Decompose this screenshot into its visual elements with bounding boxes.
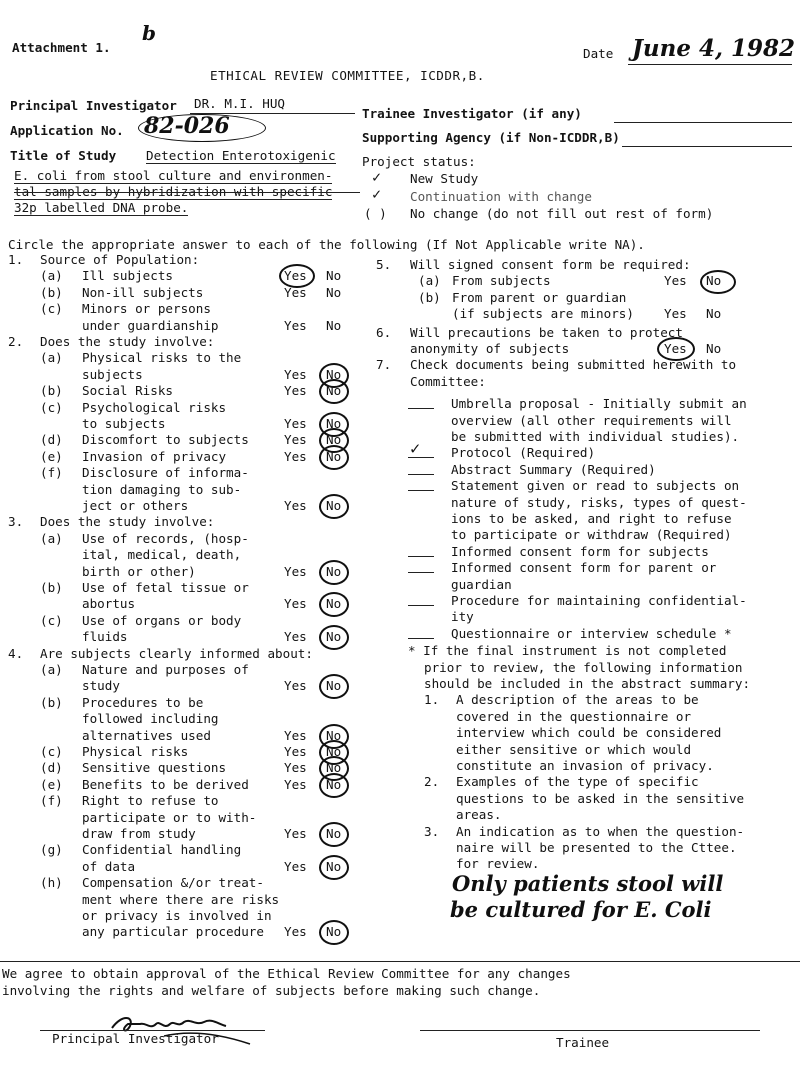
answer-no-circle	[319, 855, 349, 880]
handwritten-note-line-2: be cultured for E. Coli	[450, 897, 712, 922]
footnote-item-number: 3.	[424, 823, 440, 839]
q6-answer-yes: Yes	[664, 341, 687, 356]
answer-yes: Yes	[284, 432, 307, 448]
q6-text: anonymity of subjects	[410, 341, 570, 356]
sub-label: (f)	[40, 465, 63, 481]
answer-yes: Yes	[284, 776, 307, 792]
answer-yes: Yes	[284, 317, 307, 333]
sub-label: (b)	[40, 284, 63, 300]
doc-text: guardian	[451, 576, 512, 592]
answer-no: No	[326, 284, 342, 300]
sub-label: (b)	[40, 383, 63, 399]
doc-text: Informed consent form for subjects	[451, 543, 709, 559]
question-heading: Source of Population:	[40, 252, 200, 267]
sub-text: tion damaging to sub-	[82, 481, 242, 497]
sub-text: alternatives used	[82, 727, 211, 743]
footnote-item-text: naire will be presented to the Cttee.	[456, 840, 737, 855]
doc-text: ity	[451, 609, 474, 625]
application-value: 82-026	[144, 113, 230, 139]
sub-text: Compensation &/or treat-	[82, 875, 264, 891]
footnote-item-text: for review.	[456, 856, 540, 872]
footnote-item-text: covered in the questionnaire or	[456, 708, 692, 724]
title-line-2: E. coli from stool culture and environmen-	[14, 168, 333, 183]
sub-text: Procedures to be	[82, 694, 204, 710]
answer-no-circle	[319, 592, 349, 617]
title-label: Title of Study	[10, 148, 117, 163]
answer-no-circle	[319, 625, 349, 650]
status-no-change: No change (do not fill out rest of form)	[410, 206, 714, 221]
answer-no: No	[326, 498, 342, 513]
status-new-study: New Study	[410, 171, 479, 186]
answer-no: No	[326, 448, 342, 464]
footnote-item-text: areas.	[456, 807, 502, 823]
attachment-label: Attachment 1.	[12, 40, 111, 55]
q5-sub-text: From subjects	[452, 273, 551, 289]
sub-text: Non-ill subjects	[82, 284, 204, 300]
answer-no: No	[326, 629, 342, 645]
answer-yes: Yes	[284, 563, 307, 579]
date-value: June 4, 1982	[632, 35, 795, 62]
sub-label: (c)	[40, 399, 63, 415]
answer-no-circle	[319, 494, 349, 519]
doc-checkbox-line	[408, 605, 434, 606]
pi-value: DR. M.I. HUQ	[194, 96, 285, 111]
sub-text: Discomfort to subjects	[82, 432, 249, 448]
sub-label: (c)	[40, 744, 63, 759]
answer-yes: Yes	[284, 727, 307, 743]
agreement-line-2: involving the rights and welfare of subjects before making such change.	[2, 983, 541, 998]
question-number: 4.	[8, 645, 24, 661]
sub-text: Physical risks	[82, 744, 189, 759]
answer-no-circle	[319, 560, 349, 585]
sub-text: Physical risks to the	[82, 350, 242, 366]
answer-no: No	[326, 416, 342, 431]
answer-no-circle	[319, 920, 349, 945]
sub-text: Psychological risks	[82, 399, 227, 415]
sub-label: (e)	[40, 776, 63, 792]
agency-label: Supporting Agency (if Non-ICDDR,B)	[362, 130, 620, 145]
sub-label: (d)	[40, 760, 63, 776]
sub-text: Use of fetal tissue or	[82, 580, 249, 595]
answer-no: No	[326, 596, 342, 612]
sub-text: participate or to with-	[82, 809, 257, 825]
q5-text: Will signed consent form be required:	[410, 257, 691, 272]
answer-no-circle	[319, 379, 349, 404]
sub-text: birth or other)	[82, 563, 196, 579]
answer-no-circle	[319, 445, 349, 470]
sub-text: ject or others	[82, 498, 189, 513]
sub-text: any particular procedure	[82, 924, 264, 940]
question-number: 1.	[8, 252, 24, 267]
answer-no: No	[326, 858, 342, 874]
sub-text: or privacy is involved in	[82, 908, 272, 923]
doc-checkbox-line	[408, 474, 434, 475]
attachment-mark: b	[142, 21, 156, 45]
title-line-1: Detection Enterotoxigenic	[146, 148, 336, 163]
status-mark-3: ( )	[364, 206, 387, 221]
sub-text: draw from study	[82, 826, 196, 841]
sub-text: Use of records, (hosp-	[82, 530, 249, 546]
footnote-item-text: An indication as to when the question-	[456, 823, 745, 839]
answer-yes: Yes	[284, 678, 307, 694]
sub-label: (a)	[40, 530, 63, 546]
answer-no: No	[326, 744, 342, 759]
sub-label: (h)	[40, 875, 63, 891]
answer-yes: Yes	[284, 366, 307, 382]
doc-text: Procedure for maintaining confidential-	[451, 593, 747, 608]
answer-no: No	[326, 776, 342, 792]
answer-yes: Yes	[284, 629, 307, 645]
answer-yes: Yes	[284, 498, 307, 513]
date-label: Date	[583, 46, 614, 61]
q5-sub-text: From parent or guardian	[452, 289, 627, 305]
answer-yes: Yes	[284, 416, 307, 431]
answer-no: No	[326, 383, 342, 399]
q7-number: 7.	[376, 357, 392, 373]
q5-sub-label: (a)	[418, 273, 441, 289]
footnote-text: * If the final instrument is not completed	[408, 643, 727, 659]
q5-sub-label: (b)	[418, 289, 441, 305]
answer-yes: Yes	[284, 596, 307, 612]
sub-label: (c)	[40, 301, 63, 317]
doc-text: overview (all other requirements will	[451, 412, 732, 428]
q6-number: 6.	[376, 324, 392, 340]
q7-text: Committee:	[410, 373, 486, 389]
answer-no: No	[326, 432, 342, 448]
sub-label: (f)	[40, 793, 63, 809]
doc-text: Informed consent form for parent or	[451, 560, 717, 576]
pi-signature-label: Principal Investigator	[52, 1031, 219, 1046]
doc-text: Abstract Summary (Required)	[451, 461, 656, 477]
answer-no: No	[326, 678, 342, 694]
sub-text: Disclosure of informa-	[82, 465, 249, 481]
sub-label: (e)	[40, 448, 63, 464]
question-heading: Does the study involve:	[40, 514, 215, 530]
sub-label: (b)	[40, 580, 63, 595]
answer-yes: Yes	[284, 744, 307, 759]
sub-text: followed including	[82, 711, 219, 727]
sub-text: Sensitive questions	[82, 760, 227, 776]
sub-text: Ill subjects	[82, 268, 173, 284]
doc-text: be submitted with individual studies).	[451, 429, 740, 444]
q5-sub-text: (if subjects are minors)	[452, 306, 634, 322]
instructions: Circle the appropriate answer to each of the following (If Not Applicable write NA).	[8, 237, 645, 252]
answer-no: No	[326, 268, 342, 284]
sub-label: (g)	[40, 842, 63, 858]
sub-text: Minors or persons	[82, 301, 211, 317]
answer-no: No	[326, 826, 342, 841]
sub-text: to subjects	[82, 416, 166, 431]
footnote-item-text: constitute an invasion of privacy.	[456, 758, 714, 773]
q5-answer-no: No	[706, 273, 722, 289]
status-mark-1: ✓	[372, 168, 382, 186]
application-circle	[138, 114, 266, 142]
answer-yes: Yes	[284, 760, 307, 776]
agreement-line-1: We agree to obtain approval of the Ethical Review Committee for any changes	[2, 966, 571, 981]
answer-no-circle	[319, 822, 349, 847]
status-label: Project status:	[362, 154, 476, 169]
sub-label: (b)	[40, 694, 63, 710]
q7-text: Check documents being submitted herewith to	[410, 357, 737, 373]
footnote-item-text: interview which could be considered	[456, 725, 722, 741]
status-mark-2: ✓	[372, 185, 382, 203]
question-heading: Does the study involve:	[40, 334, 215, 349]
sub-text: Nature and purposes of	[82, 662, 249, 677]
sub-text: Social Risks	[82, 383, 173, 399]
doc-text: Statement given or read to subjects on	[451, 478, 740, 494]
committee-title: ETHICAL REVIEW COMMITTEE, ICDDR,B.	[210, 68, 485, 83]
pi-label: Principal Investigator	[10, 98, 177, 113]
answer-yes: Yes	[284, 383, 307, 399]
footnote-item-text: questions to be asked in the sensitive	[456, 790, 745, 806]
sub-text: fluids	[82, 629, 128, 645]
answer-no: No	[326, 317, 342, 333]
answer-yes: Yes	[284, 858, 307, 874]
sub-text: Benefits to be derived	[82, 776, 249, 792]
sub-label: (d)	[40, 432, 63, 448]
application-label: Application No.	[10, 123, 124, 138]
q5-answer-no: No	[706, 306, 722, 322]
sub-text: Right to refuse to	[82, 793, 219, 809]
doc-check-mark: ✓	[410, 439, 421, 460]
doc-checkbox-line	[408, 572, 434, 573]
answer-yes: Yes	[284, 448, 307, 464]
answer-no: No	[326, 924, 342, 940]
answer-no: No	[326, 760, 342, 776]
q5-number: 5.	[376, 257, 392, 272]
answer-yes: Yes	[284, 268, 307, 284]
status-continuation: Continuation with change	[410, 189, 592, 204]
answer-no-circle	[319, 773, 349, 798]
sub-text: under guardianship	[82, 317, 219, 333]
answer-no: No	[326, 563, 342, 579]
footnote-item-text: Examples of the type of specific	[456, 774, 699, 790]
footnote-item-number: 2.	[424, 774, 440, 790]
footnote-item-text: either sensitive or which would	[456, 741, 692, 757]
sub-text: subjects	[82, 366, 143, 382]
sub-text: study	[82, 678, 120, 694]
doc-text: nature of study, risks, types of quest-	[451, 494, 747, 510]
doc-checkbox-line	[408, 556, 434, 557]
question-number: 2.	[8, 334, 24, 349]
footnote-text: should be included in the abstract summary:	[424, 676, 751, 691]
answer-yes: Yes	[284, 284, 307, 300]
doc-text: Protocol (Required)	[451, 445, 596, 461]
question-heading: Are subjects clearly informed about:	[40, 645, 313, 661]
doc-checkbox-line	[408, 490, 434, 491]
answer-yes: Yes	[284, 826, 307, 841]
answer-no: No	[326, 366, 342, 382]
handwritten-note-line-1: Only patients stool will	[452, 871, 724, 896]
answer-yes: Yes	[284, 924, 307, 940]
sub-text: of data	[82, 858, 136, 874]
q6-answer-no: No	[706, 341, 722, 356]
doc-checkbox-line	[408, 408, 434, 409]
doc-text: to participate or withdraw (Required)	[451, 527, 732, 543]
trainee-signature-label: Trainee	[556, 1035, 610, 1050]
sub-text: ment where there are risks	[82, 891, 280, 907]
sub-text: Confidential handling	[82, 842, 242, 858]
sub-text: abortus	[82, 596, 136, 612]
footnote-text: prior to review, the following information	[424, 659, 743, 675]
sub-label: (a)	[40, 268, 63, 284]
title-line-4: 32p labelled DNA probe.	[14, 200, 189, 215]
doc-checkbox-line	[408, 638, 434, 639]
sub-text: Use of organs or body	[82, 612, 242, 628]
sub-text: ital, medical, death,	[82, 547, 242, 563]
doc-text: Umbrella proposal - Initially submit an	[451, 396, 747, 412]
sub-label: (c)	[40, 612, 63, 628]
trainee-label: Trainee Investigator (if any)	[362, 106, 582, 121]
footnote-item-number: 1.	[424, 692, 440, 708]
answer-no-circle	[319, 674, 349, 699]
answer-no: No	[326, 727, 342, 743]
doc-text: ions to be asked, and right to refuse	[451, 511, 732, 526]
q5-no-circle	[700, 270, 736, 294]
title-line-3: tal samples by hybridization with specific	[14, 184, 333, 199]
q6-text: Will precautions be taken to protect	[410, 324, 683, 340]
q5-answer-yes: Yes	[664, 273, 687, 289]
doc-text: Questionnaire or interview schedule *	[451, 625, 732, 641]
sub-text: Invasion of privacy	[82, 448, 227, 464]
sub-label: (a)	[40, 662, 63, 677]
question-number: 3.	[8, 514, 24, 530]
footnote-item-text: A description of the areas to be	[456, 692, 699, 708]
sub-label: (a)	[40, 350, 63, 366]
q5-answer-yes: Yes	[664, 306, 687, 322]
